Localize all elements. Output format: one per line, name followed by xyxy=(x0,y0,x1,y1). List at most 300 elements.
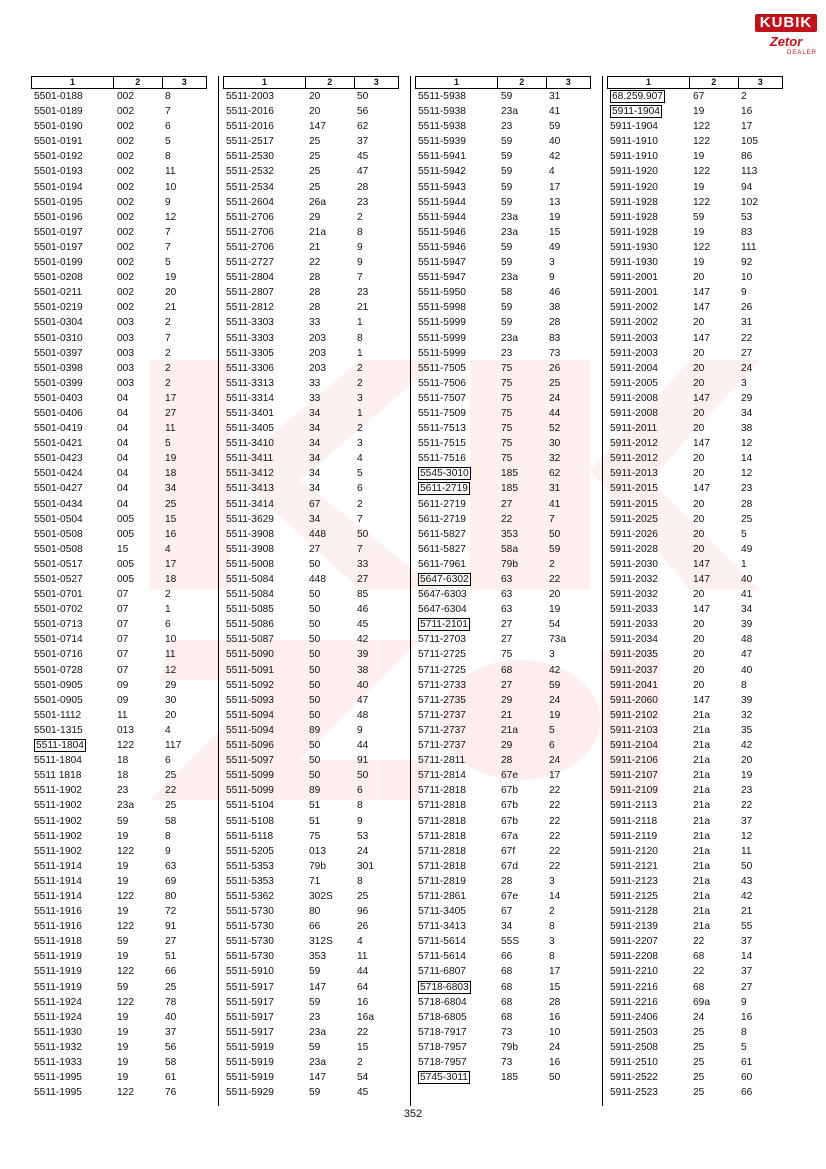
figure-number xyxy=(305,949,353,964)
part-number xyxy=(415,180,497,195)
cell-text: 5 xyxy=(549,724,555,736)
cell-text: 5911-2011 xyxy=(610,423,658,435)
cell-text: 5511-5944 xyxy=(418,196,466,208)
cell-text: 79b xyxy=(501,558,518,570)
position-number xyxy=(737,406,781,421)
cell-text: 11 xyxy=(165,166,176,178)
part-number xyxy=(607,602,689,617)
cell-text: 21a xyxy=(693,890,710,902)
cell-text: 002 xyxy=(117,151,134,163)
table-row xyxy=(223,768,399,783)
figure-number xyxy=(497,1010,545,1025)
cell-text: 5911-2004 xyxy=(610,362,658,374)
cell-text: 5511-5008 xyxy=(226,558,274,570)
table-row xyxy=(223,904,399,919)
header-cell: 1 xyxy=(32,77,114,88)
part-number xyxy=(223,481,305,496)
cell-text: 5511-5108 xyxy=(226,815,274,827)
cell-text: 20 xyxy=(693,619,705,631)
cell-text: 105 xyxy=(741,136,758,148)
figure-number xyxy=(497,663,545,678)
cell-text: 5711-2818 xyxy=(418,815,466,827)
cell-text: 76 xyxy=(165,1087,177,1099)
position-number xyxy=(161,466,205,481)
cell-text: 51 xyxy=(165,951,177,963)
cell-text: 147 xyxy=(693,287,710,299)
cell-text: 21a xyxy=(693,875,710,887)
cell-text: 5647-6304 xyxy=(418,604,467,616)
table-row xyxy=(415,859,591,874)
figure-number xyxy=(497,436,545,451)
cell-text: 5911-2119 xyxy=(610,830,658,842)
cell-text: 5511-5917 xyxy=(226,996,274,1008)
cell-text: 5545-3010 xyxy=(420,468,469,480)
cell-text: 20 xyxy=(693,634,705,646)
cell-text: 66 xyxy=(501,951,513,963)
table-row xyxy=(31,270,207,285)
cell-text: 16 xyxy=(165,528,177,540)
cell-text: 5911-2013 xyxy=(610,468,658,480)
cell-text: 19 xyxy=(117,860,129,872)
table-row xyxy=(607,844,783,859)
cell-text: 6 xyxy=(165,121,171,133)
cell-text: 3 xyxy=(741,377,747,389)
cell-text: 5911-2037 xyxy=(610,664,658,676)
position-number xyxy=(161,406,205,421)
cell-text: 25 xyxy=(309,181,321,193)
figure-number xyxy=(305,829,353,844)
position-number xyxy=(353,768,397,783)
cell-text: 68 xyxy=(693,981,705,993)
position-number xyxy=(161,346,205,361)
cell-text: 7 xyxy=(165,241,171,253)
table-row xyxy=(415,497,591,512)
cell-text: 5511-5353 xyxy=(226,860,274,872)
cell-text: 1 xyxy=(357,407,363,419)
position-number xyxy=(353,647,397,662)
part-number xyxy=(415,1070,497,1085)
cell-text: 42 xyxy=(741,740,753,752)
cell-text: 122 xyxy=(693,196,710,208)
cell-text: 50 xyxy=(309,755,321,767)
cell-text: 2 xyxy=(357,362,363,374)
cell-text: 5501-0421 xyxy=(34,438,83,450)
position-number xyxy=(161,285,205,300)
table-row xyxy=(31,995,207,1010)
figure-number xyxy=(305,466,353,481)
position-number xyxy=(737,1025,781,1040)
table-row xyxy=(223,346,399,361)
cell-text: 2 xyxy=(165,362,171,374)
part-number xyxy=(607,708,689,723)
figure-number xyxy=(497,481,545,496)
figure-number xyxy=(497,995,545,1010)
cell-text: 5911-2121 xyxy=(610,860,658,872)
figure-number xyxy=(113,361,161,376)
figure-number xyxy=(689,678,737,693)
position-number xyxy=(353,934,397,949)
cell-text: 5511-3305 xyxy=(226,347,274,359)
table-row xyxy=(415,814,591,829)
cell-text: 003 xyxy=(117,347,134,359)
figure-number xyxy=(305,225,353,240)
cell-text: 37 xyxy=(357,136,369,148)
part-number xyxy=(415,874,497,889)
cell-text: 5711-2703 xyxy=(418,634,466,646)
cell-text: 11 xyxy=(165,649,176,661)
cell-text: 5511-2706 xyxy=(226,226,274,238)
cell-text: 302S xyxy=(309,890,333,902)
cell-text: 50 xyxy=(309,694,321,706)
cell-text: 2 xyxy=(165,317,171,329)
cell-text: 68.259.907 xyxy=(612,91,663,102)
logo-sub: Zetor xyxy=(769,34,803,49)
part-number xyxy=(607,1010,689,1025)
position-number xyxy=(353,270,397,285)
cell-text: 5511-2517 xyxy=(226,136,274,148)
cell-text: 17 xyxy=(549,966,561,978)
part-number xyxy=(415,663,497,678)
cell-text: 147 xyxy=(693,438,710,450)
table-row xyxy=(607,617,783,632)
cell-text: 79b xyxy=(309,860,326,872)
figure-number xyxy=(113,270,161,285)
part-number xyxy=(607,919,689,934)
part-number xyxy=(31,1070,113,1085)
position-number xyxy=(161,708,205,723)
table-row xyxy=(607,255,783,270)
table-row xyxy=(607,632,783,647)
figure-number xyxy=(305,331,353,346)
position-number xyxy=(545,738,589,753)
position-number xyxy=(161,164,205,179)
cell-text: 67 xyxy=(501,906,513,918)
cell-text: 50 xyxy=(549,1072,561,1084)
position-number xyxy=(161,934,205,949)
cell-text: 5501-0189 xyxy=(34,106,83,118)
cell-text: 5511-5944 xyxy=(418,211,466,223)
figure-number xyxy=(497,678,545,693)
cell-text: 002 xyxy=(117,136,134,148)
part-number xyxy=(607,451,689,466)
cell-text: 19 xyxy=(117,830,129,842)
cell-text: 5 xyxy=(165,136,171,148)
table-row xyxy=(223,798,399,813)
cell-text: 31 xyxy=(549,483,561,495)
cell-text: 40 xyxy=(741,574,753,585)
figure-number xyxy=(113,587,161,602)
part-number xyxy=(223,119,305,134)
cell-text: 5711-2818 xyxy=(418,845,466,857)
cell-text: 5511-1924 xyxy=(34,1011,82,1023)
cell-text: 5911-2210 xyxy=(610,966,658,978)
position-number xyxy=(353,149,397,164)
table-row xyxy=(223,753,399,768)
cell-text: 5511-5099 xyxy=(226,770,274,782)
cell-text: 91 xyxy=(357,755,369,767)
part-number xyxy=(31,768,113,783)
cell-text: 6 xyxy=(549,740,555,752)
part-number xyxy=(415,678,497,693)
position-number xyxy=(353,391,397,406)
position-number xyxy=(161,436,205,451)
cell-text: 22 xyxy=(741,332,753,344)
figure-number xyxy=(113,723,161,738)
part-number xyxy=(415,753,497,768)
parts-column-4 xyxy=(607,76,783,1100)
cell-text: 5511-5947 xyxy=(418,257,466,269)
position-number xyxy=(545,481,589,496)
cell-text: 5511-5919 xyxy=(226,1057,274,1068)
figure-number xyxy=(113,995,161,1010)
table-row xyxy=(607,1025,783,1040)
cell-text: 6 xyxy=(357,785,363,797)
position-number xyxy=(353,889,397,904)
part-number xyxy=(607,225,689,240)
figure-number xyxy=(497,859,545,874)
position-number xyxy=(545,270,589,285)
cell-text: 10 xyxy=(741,272,753,284)
table-row xyxy=(415,753,591,768)
part-number xyxy=(31,708,113,723)
cell-text: 5501-0219 xyxy=(34,302,83,314)
part-number xyxy=(607,798,689,813)
cell-text: 002 xyxy=(117,257,134,269)
cell-text: 5511-5929 xyxy=(226,1087,274,1099)
cell-text: 5711-2818 xyxy=(418,800,466,812)
cell-text: 003 xyxy=(117,362,134,374)
cell-text: 5611-5827 xyxy=(418,528,466,540)
part-number xyxy=(415,104,497,119)
figure-number xyxy=(497,874,545,889)
table-row xyxy=(607,481,783,496)
cell-text: 5511-3908 xyxy=(226,528,274,540)
cell-text: 353 xyxy=(309,951,326,963)
figure-number xyxy=(497,829,545,844)
part-number xyxy=(31,210,113,225)
table-row xyxy=(31,587,207,602)
cell-text: 33 xyxy=(309,377,321,389)
cell-text: 59 xyxy=(501,196,513,208)
cell-text: 8 xyxy=(357,226,363,238)
part-number xyxy=(607,663,689,678)
position-number xyxy=(737,240,781,255)
figure-number xyxy=(689,89,737,104)
cell-text: 5911-2033 xyxy=(610,619,658,631)
cell-text: 04 xyxy=(117,468,129,480)
table-row xyxy=(415,225,591,240)
position-number xyxy=(161,602,205,617)
part-number xyxy=(31,149,113,164)
cell-text: 19 xyxy=(549,709,561,721)
position-number xyxy=(353,783,397,798)
cell-text: 20 xyxy=(693,347,705,359)
position-number xyxy=(161,119,205,134)
cell-text: 24 xyxy=(549,694,561,706)
table-row xyxy=(607,904,783,919)
position-number xyxy=(737,1055,781,1070)
table-row xyxy=(415,1025,591,1040)
cell-text: 6 xyxy=(165,755,171,767)
part-number xyxy=(31,436,113,451)
cell-text: 21a xyxy=(693,785,710,797)
cell-text: 7 xyxy=(357,543,363,555)
cell-text: 5711-3413 xyxy=(418,921,466,933)
position-number xyxy=(737,481,781,496)
table-row xyxy=(223,647,399,662)
figure-number xyxy=(689,934,737,949)
part-number xyxy=(31,376,113,391)
cell-text: 013 xyxy=(117,724,134,736)
figure-number xyxy=(113,346,161,361)
position-number xyxy=(161,1010,205,1025)
part-number xyxy=(607,542,689,557)
figure-number xyxy=(497,783,545,798)
position-number xyxy=(737,753,781,768)
figure-number xyxy=(497,768,545,783)
cell-text: 5511-5919 xyxy=(226,1072,274,1084)
part-number xyxy=(223,300,305,315)
cell-text: 5501-0527 xyxy=(34,574,83,585)
cell-text: 002 xyxy=(117,302,134,314)
part-number xyxy=(415,723,497,738)
cell-text: 5511-1995 xyxy=(34,1087,82,1099)
cell-text: 12 xyxy=(165,664,177,676)
table-row xyxy=(415,481,591,496)
table-row xyxy=(607,225,783,240)
cell-text: 5711-2101 xyxy=(420,619,468,631)
cell-text: 005 xyxy=(117,513,134,525)
part-number xyxy=(31,783,113,798)
part-number xyxy=(31,195,113,210)
position-number xyxy=(737,919,781,934)
table-row xyxy=(607,738,783,753)
cell-text: 28 xyxy=(549,996,561,1008)
table-row xyxy=(415,602,591,617)
table-row xyxy=(607,663,783,678)
position-number xyxy=(545,783,589,798)
cell-text: 5711-2725 xyxy=(418,664,466,676)
part-number xyxy=(31,814,113,829)
cell-text: 16 xyxy=(741,106,753,118)
position-number xyxy=(353,919,397,934)
part-number xyxy=(31,723,113,738)
part-number xyxy=(415,587,497,602)
position-number xyxy=(545,391,589,406)
part-number xyxy=(607,481,689,496)
cell-text: 9 xyxy=(357,724,363,736)
part-number xyxy=(607,255,689,270)
cell-text: 37 xyxy=(741,936,753,948)
table-row xyxy=(31,617,207,632)
cell-text: 9 xyxy=(741,287,747,299)
figure-number xyxy=(497,361,545,376)
figure-number xyxy=(689,602,737,617)
table-row xyxy=(223,104,399,119)
figure-number xyxy=(689,798,737,813)
part-number xyxy=(415,270,497,285)
table-row xyxy=(31,602,207,617)
part-number xyxy=(415,451,497,466)
table-row xyxy=(223,844,399,859)
figure-number xyxy=(689,768,737,783)
cell-text: 5 xyxy=(741,1041,747,1053)
table-row xyxy=(223,1055,399,1070)
cell-text: 5501-0714 xyxy=(34,634,83,646)
part-number xyxy=(415,481,497,496)
cell-text: 5911-2026 xyxy=(610,528,658,540)
table-row xyxy=(31,225,207,240)
position-number xyxy=(161,874,205,889)
cell-text: 5911-2002 xyxy=(610,302,658,314)
cell-text: 003 xyxy=(117,332,134,344)
table-row xyxy=(223,1070,399,1085)
position-number xyxy=(353,602,397,617)
cell-text: 63 xyxy=(165,860,177,872)
cell-text: 5511-5938 xyxy=(418,106,466,118)
table-row xyxy=(415,723,591,738)
position-number xyxy=(161,964,205,979)
position-number xyxy=(737,255,781,270)
cell-text: 8 xyxy=(357,875,363,887)
position-number xyxy=(161,844,205,859)
part-number xyxy=(415,361,497,376)
table-row xyxy=(31,346,207,361)
part-number xyxy=(607,270,689,285)
position-number xyxy=(353,949,397,964)
part-number xyxy=(223,783,305,798)
figure-number xyxy=(113,783,161,798)
figure-number xyxy=(689,195,737,210)
position-number xyxy=(353,1010,397,1025)
cell-text: 5711-2814 xyxy=(418,770,466,782)
position-number xyxy=(545,376,589,391)
figure-number xyxy=(305,1010,353,1025)
table-row xyxy=(223,859,399,874)
table-row xyxy=(415,406,591,421)
cell-text: 5511-2706 xyxy=(226,241,274,253)
table-row xyxy=(223,964,399,979)
cell-text: 63 xyxy=(501,574,513,585)
table-row xyxy=(223,315,399,330)
header-cell: 3 xyxy=(757,77,763,87)
cell-text: 002 xyxy=(117,181,134,193)
table-row xyxy=(415,995,591,1010)
part-number xyxy=(31,134,113,149)
cell-text: 21a xyxy=(693,921,710,933)
cell-text: 73 xyxy=(549,347,561,359)
cell-text: 47 xyxy=(357,166,369,178)
cell-text: 23 xyxy=(309,1011,321,1023)
part-number xyxy=(607,421,689,436)
figure-number xyxy=(497,255,545,270)
position-number xyxy=(545,889,589,904)
cell-text: 23a xyxy=(309,1057,326,1068)
cell-text: 23 xyxy=(501,347,513,359)
cell-text: 2 xyxy=(357,1057,363,1068)
part-number xyxy=(31,617,113,632)
cell-text: 002 xyxy=(117,121,134,133)
table-row xyxy=(607,1085,783,1100)
cell-text: 21a xyxy=(693,770,710,782)
position-number xyxy=(545,300,589,315)
cell-text: 24 xyxy=(357,845,369,857)
page-number: 352 xyxy=(403,1108,423,1120)
position-number xyxy=(545,617,589,632)
table-row xyxy=(607,980,783,995)
figure-number xyxy=(113,934,161,949)
cell-text: 3 xyxy=(357,438,363,450)
